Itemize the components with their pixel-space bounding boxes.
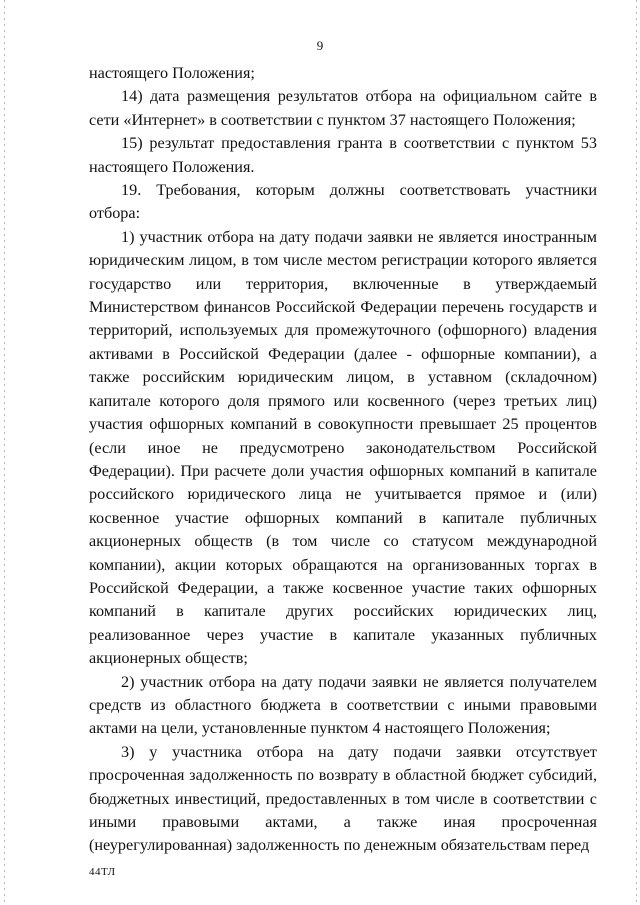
document-body	[89, 62, 597, 858]
paragraph-item-14: 14) дата размещения результатов отбора на официальном сайте в сети «Интернет» в соответствии с пунктом 37 настоящего Положения;	[89, 87, 597, 129]
paragraph-requirement-3: 3) у участника отбора на дату подачи заявки отсутствует просроченная задолженность по возврату в областной бюджет субсидий, бюджетных инвестиций, предоставленных в том числе в соответствии с иными правовыми актами, а также иная просроченная (неурегулированная) задолженность по денежным обязательствам перед	[89, 742, 597, 855]
paragraph-requirement-2: 2) участник отбора на дату подачи заявки не является получателем средств из областного бюджета в соответствии с иными правовыми актами на цели, установленные пунктом 4 настоящего Положения;	[89, 672, 597, 738]
scan-edge-right	[636, 0, 637, 905]
scan-edge-left	[4, 0, 5, 905]
footer-document-code: 44ТЛ	[89, 866, 116, 878]
paragraph-section-19: 19. Требования, которым должны соответствовать участники отбора:	[89, 181, 597, 223]
paragraph-item-15: 15) результат предоставления гранта в соответствии с пунктом 53 настоящего Положения.	[89, 134, 597, 176]
page-number: 9	[316, 38, 324, 53]
paragraph-continuation: настоящего Положения;	[89, 64, 255, 82]
paragraph-requirement-1: 1) участник отбора на дату подачи заявки не является иностранным юридическим лицом, в том числе местом регистрации которого является государство или территория, включенные в утверждаемый Министерством финансов Российской Федерации перечень государств и территорий, используемых для промежуточного (офшорного) владения активами в Российской Федерации (далее - офшорные компании), а также российским юридическим лицом, в уставном (складочном) капитале которого доля прямого или косвенного (через третьих лиц) участия офшорных компаний в совокупности превышает 25 процентов (если иное не предусмотрено законодательством Российской Федерации). При расчете доли участия офшорных компаний в капитале российского юридического лица не учитывается прямое и (или) косвенное участие офшорных компаний в капитале публичных акционерных обществ (в том числе со статусом международной компании), акции которых обращаются на организованных торгах в Российской Федерации, а также косвенное участие таких офшорных компаний в капитале других российских юридических лиц, реализованное через участие в капитале указанных публичных акционерных обществ;	[89, 227, 597, 668]
